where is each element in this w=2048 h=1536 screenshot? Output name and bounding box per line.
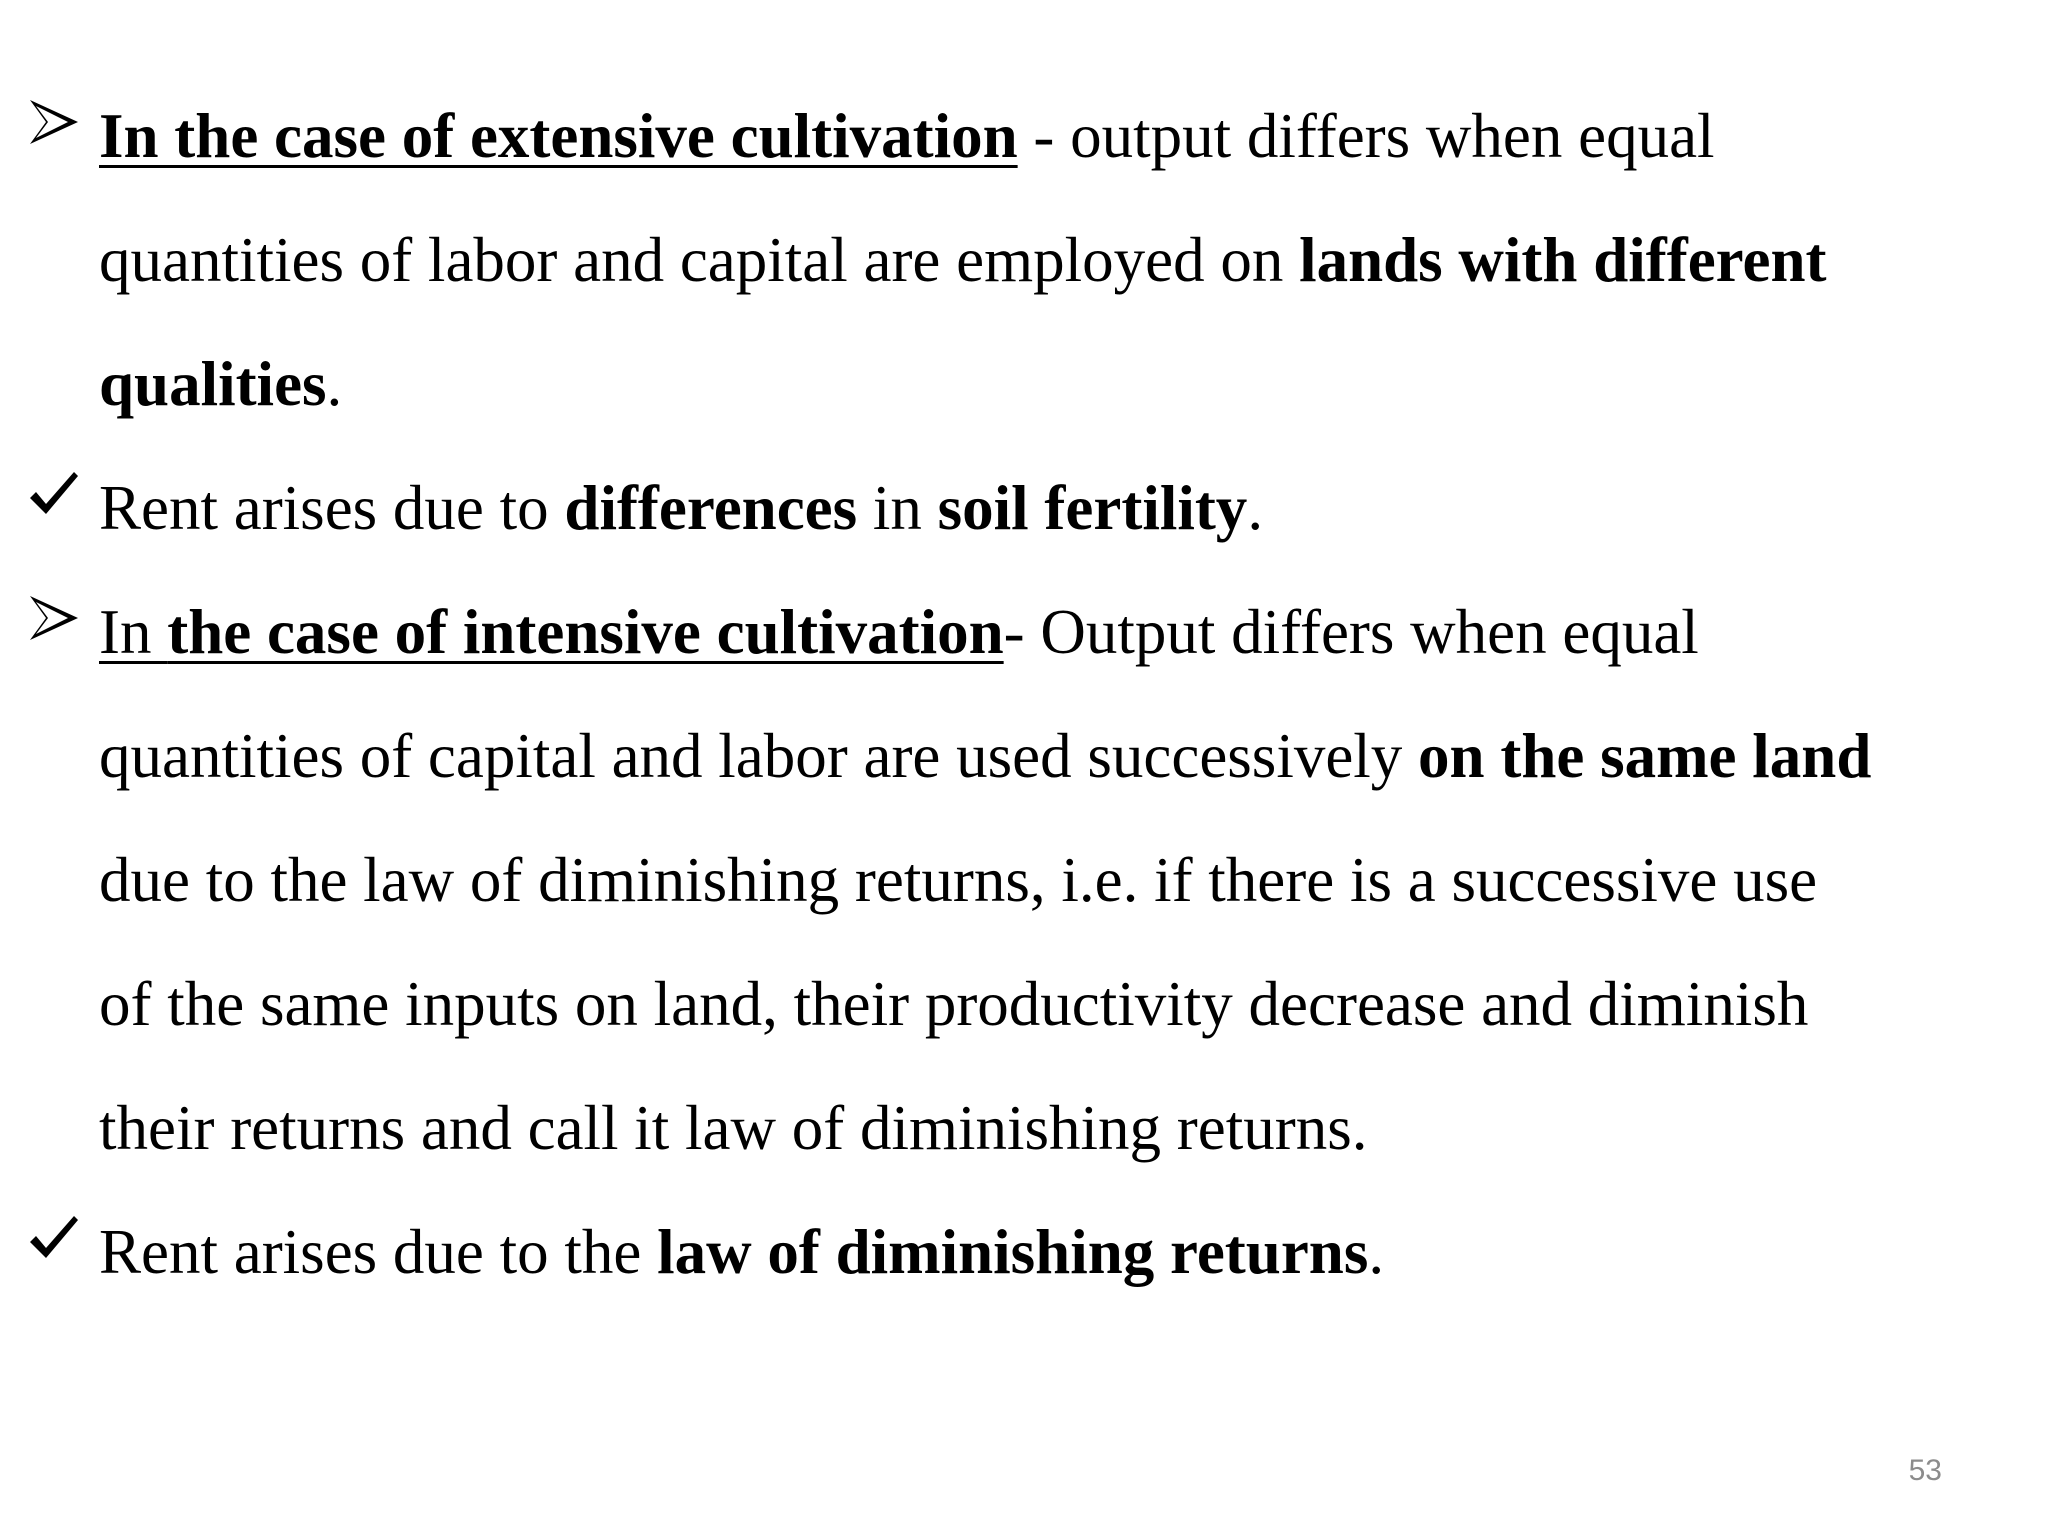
bold-segment: qualities	[99, 349, 327, 419]
bullet-line	[99, 570, 2040, 694]
text-segment: - output differs when equal	[1017, 101, 1715, 171]
text-segment: quantities of labor and capital are employed on	[99, 225, 1300, 295]
text-segment: .	[1247, 473, 1264, 543]
bullet-intensive-cultivation	[0, 570, 2040, 1190]
text-segment: in	[857, 473, 938, 543]
bold-segment: law of diminishing returns	[657, 1217, 1369, 1287]
checkmark-bullet-icon	[24, 464, 84, 524]
text-segment: Rent arises due to	[99, 473, 565, 543]
bullet-line	[99, 1066, 2040, 1190]
bullet-rent-diminishing-returns	[0, 1190, 2040, 1314]
bullet-list	[0, 74, 2040, 1314]
text-segment: - Output differs when equal	[1003, 597, 1699, 667]
text-segment: .	[326, 349, 343, 419]
bullet-line	[99, 942, 2040, 1066]
text-segment: their returns and call it law of diminishing returns.	[99, 1093, 1368, 1163]
bullet-line	[99, 694, 2040, 818]
checkmark-bullet-icon	[24, 1208, 84, 1268]
heading-extensive-cultivation: In the case of extensive cultivation	[99, 101, 1018, 171]
page-number: 53	[1908, 1454, 1942, 1487]
text-segment: of the same inputs on land, their productivity decrease and diminish	[99, 969, 1809, 1039]
arrowhead-bullet-icon	[24, 92, 84, 152]
arrowhead-bullet-icon	[24, 588, 84, 648]
text-segment: quantities of capital and labor are used successively	[99, 721, 1419, 791]
bold-segment: lands with different	[1299, 225, 1827, 295]
text-segment: Rent arises due to the	[99, 1217, 658, 1287]
bullet-extensive-cultivation	[0, 74, 2040, 446]
bold-segment: differences	[564, 473, 858, 543]
text-segment: .	[1368, 1217, 1385, 1287]
bullet-rent-soil-fertility	[0, 446, 2040, 570]
bullet-line	[99, 198, 2040, 322]
bold-segment: on the same land	[1418, 721, 1872, 791]
bullet-line	[99, 322, 2040, 446]
text-segment: due to the law of diminishing returns, i.e. if there is a successive use	[99, 845, 1818, 915]
bullet-line	[99, 1190, 2040, 1314]
bold-segment: soil fertility	[937, 473, 1248, 543]
heading-intensive-cultivation: the case of intensive cultivation	[167, 597, 1004, 667]
bullet-line	[99, 74, 2040, 198]
bullet-line	[99, 446, 2040, 570]
bullet-line	[99, 818, 2040, 942]
text-segment: In	[99, 597, 168, 667]
